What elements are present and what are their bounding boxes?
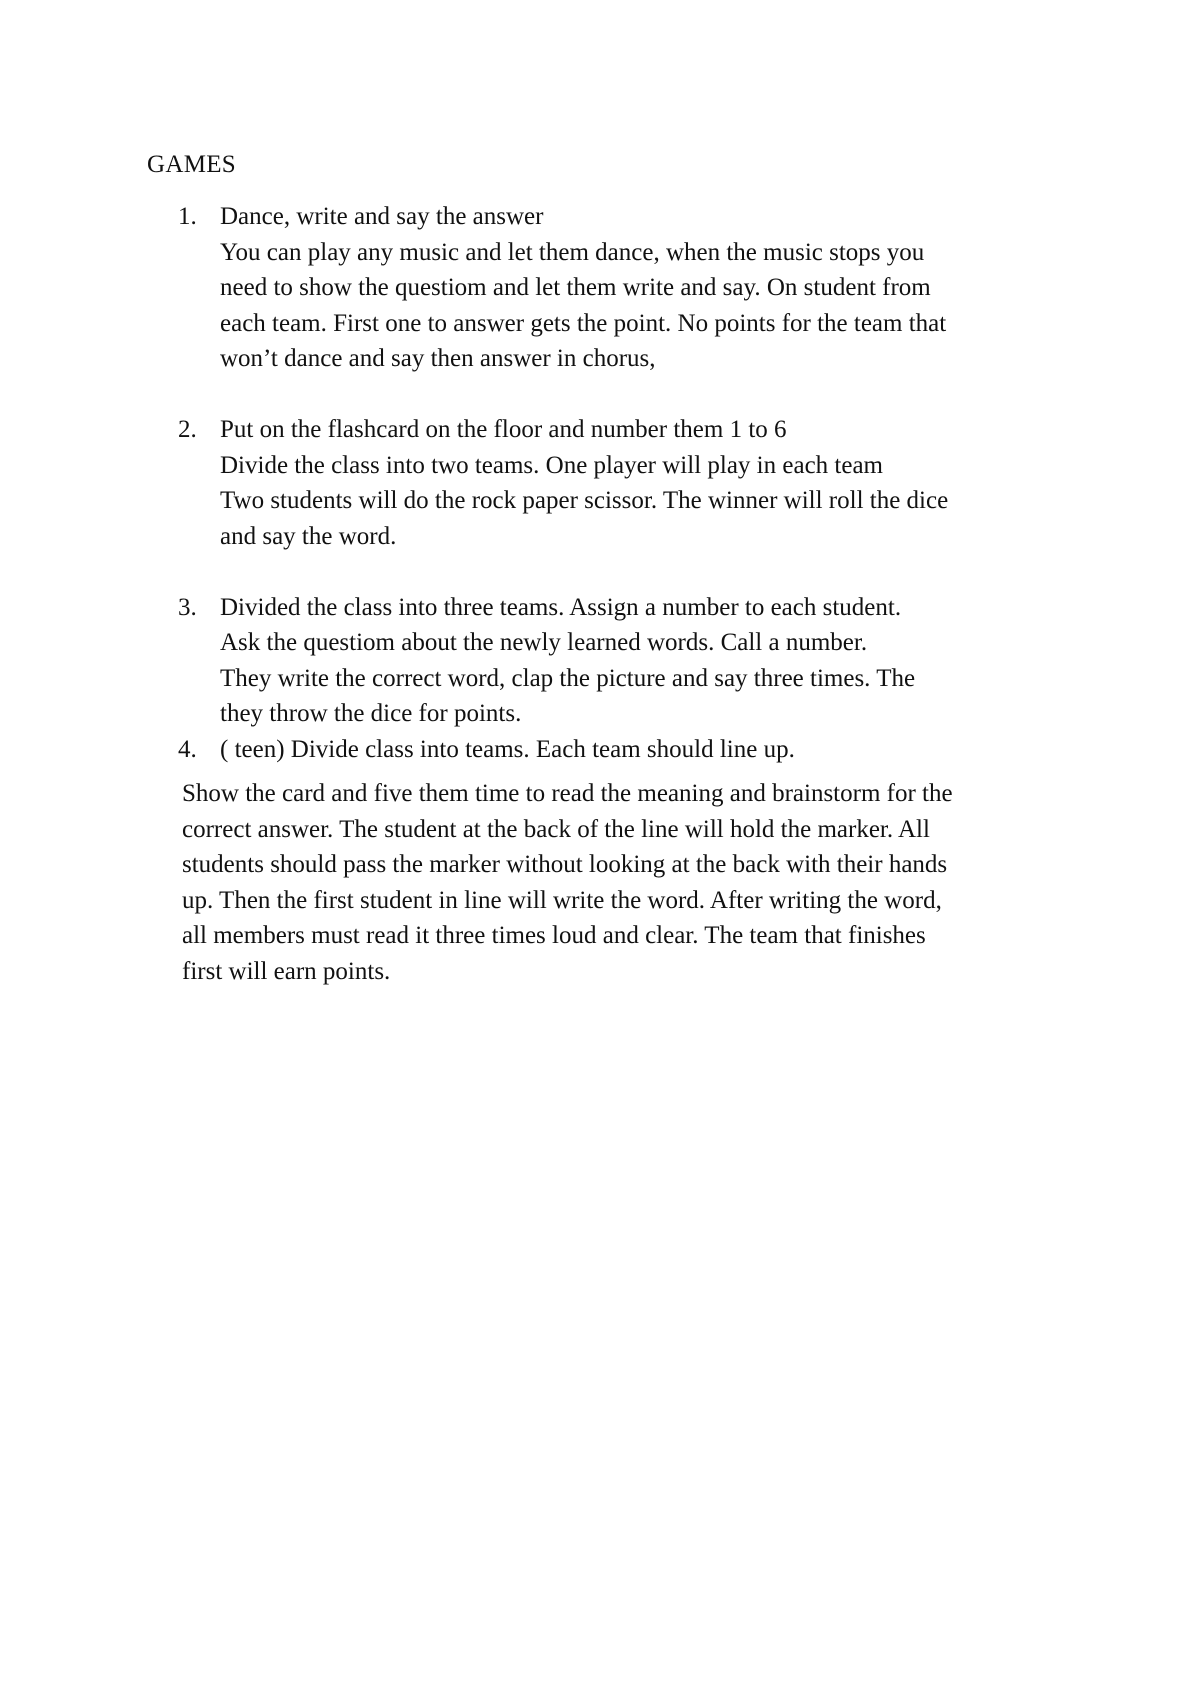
list-item-heading: ( teen) Divide class into teams. Each team should line up. [220, 735, 795, 763]
list-item-number: 2. [178, 416, 197, 443]
paragraph-line: up. Then the first student in line will write the word. After writing the word, [182, 886, 942, 914]
list-item-heading: Dance, write and say the answer [220, 203, 544, 230]
paragraph-line: students should pass the marker without looking at the back with their hands [182, 851, 948, 878]
list-item-text-line: They write the correct word, clap the picture and say three times. The [220, 664, 916, 692]
list-item-text-line: won’t dance and say then answer in chorus, [220, 345, 656, 372]
list-item-number: 4. [178, 735, 197, 763]
list-item-text-line: and say the word. [220, 522, 397, 550]
list-item [178, 590, 1078, 732]
list-item-heading: Divided the class into three teams. Assign a number to each student. [220, 593, 902, 621]
list-item [178, 199, 1078, 377]
list-item [178, 732, 1078, 768]
closing-paragraph [182, 776, 1082, 989]
games-list [178, 199, 1078, 767]
list-item-text-line: Divide the class into two teams. One player will play in each team [220, 451, 884, 479]
paragraph-line: Show the card and five them time to read the meaning and brainstorm for the [182, 780, 953, 807]
paragraph-line: all members must read it three times loud and clear. The team that finishes [182, 922, 926, 949]
list-item-number: 1. [178, 203, 197, 230]
list-item-text-line: they throw the dice for points. [220, 700, 522, 727]
list-item-text-line: each team. First one to answer gets the point. No points for the team that [220, 309, 947, 337]
list-item-heading: Put on the flashcard on the floor and number them 1 to 6 [220, 416, 787, 443]
paragraph-line: correct answer. The student at the back of the line will hold the marker. All [182, 815, 930, 843]
paragraph-line: first will earn points. [182, 957, 391, 985]
list-item [178, 412, 1078, 554]
list-item-text-line: You can play any music and let them dance, when the music stops you [220, 238, 925, 266]
list-item-text-line: Ask the questiom about the newly learned words. Call a number. [220, 629, 868, 656]
list-item-number: 3. [178, 593, 197, 621]
list-item-text-line: need to show the questiom and let them write and say. On student from [220, 274, 931, 301]
document-title: GAMES [147, 151, 237, 178]
list-item-text-line: Two students will do the rock paper scissor. The winner will roll the dice [220, 487, 949, 514]
